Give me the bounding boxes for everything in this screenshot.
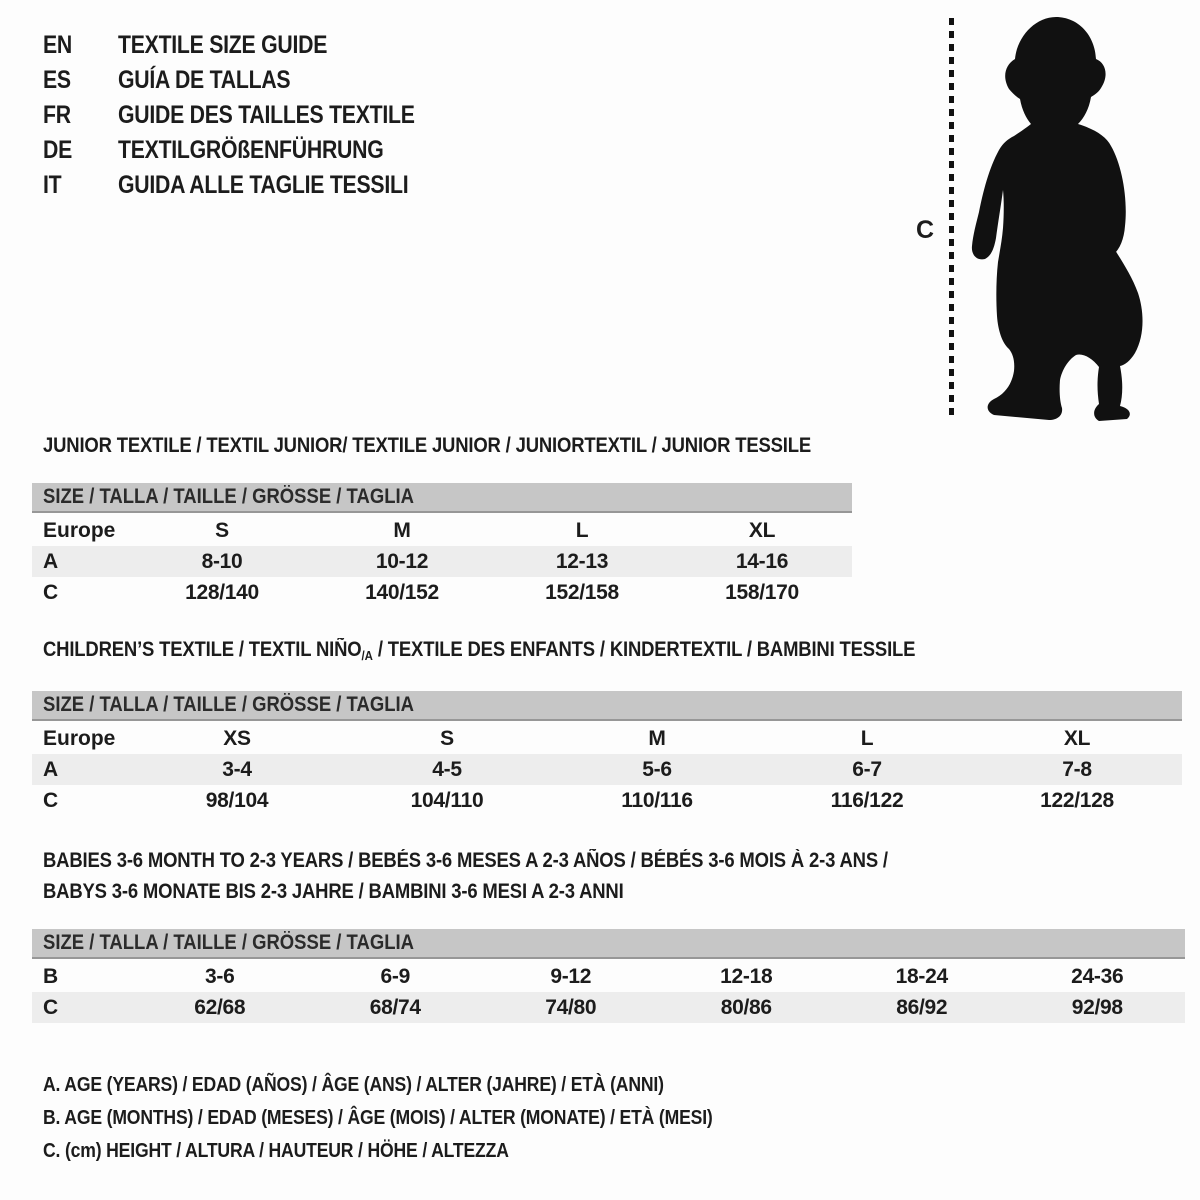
legend-height-cm: C. (cm) HEIGHT / ALTURA / HAUTEUR / HÖHE / ALTEZZA — [43, 1140, 509, 1162]
height-cell: 140/152 — [365, 580, 439, 604]
row-label: A — [43, 757, 59, 781]
table-row — [32, 785, 1182, 816]
size-cell: XL — [1063, 726, 1091, 750]
lang-code: FR — [43, 101, 71, 129]
size-cell: L — [575, 518, 589, 542]
lang-row-en — [43, 28, 467, 63]
height-cell: 104/110 — [410, 788, 484, 812]
age-cell: 6-7 — [852, 757, 882, 781]
lang-title: TEXTILE SIZE GUIDE — [118, 31, 328, 59]
height-cell: 128/140 — [185, 580, 259, 604]
height-cell: 116/122 — [830, 788, 904, 812]
age-cell: 14-16 — [735, 549, 789, 573]
children-size-table — [32, 691, 1182, 816]
age-months-cell: 18-24 — [895, 964, 948, 988]
height-cell: 68/74 — [369, 995, 421, 1019]
row-label: B — [43, 964, 59, 988]
children-section-title — [43, 638, 915, 662]
size-header-text: SIZE / TALLA / TAILLE / GRÖSSE / TAGLIA — [43, 931, 414, 954]
legend-block — [43, 1069, 804, 1168]
size-cell: L — [860, 726, 874, 750]
table-row — [32, 961, 1185, 992]
height-cell: 98/104 — [205, 788, 269, 812]
size-header-bar — [32, 691, 1182, 721]
row-label: Europe — [43, 518, 116, 542]
lang-title: GUIDA ALLE TAGLIE TESSILI — [118, 171, 409, 199]
table-row — [32, 754, 1182, 785]
age-cell: 3-4 — [222, 757, 252, 781]
size-cell: M — [648, 726, 666, 750]
height-measure-label: C — [916, 216, 935, 244]
size-header-bar — [32, 929, 1185, 959]
row-label: A — [43, 549, 59, 573]
age-cell: 7-8 — [1062, 757, 1092, 781]
age-months-cell: 6-9 — [380, 964, 410, 988]
age-cell: 10-12 — [375, 549, 429, 573]
age-cell: 5-6 — [642, 757, 672, 781]
children-title-subscript: /A — [361, 648, 373, 663]
lang-row-es — [43, 63, 467, 98]
lang-code: EN — [43, 31, 73, 59]
height-measure-dotted-line — [949, 18, 954, 416]
size-header-bar — [32, 483, 852, 513]
height-cell: 74/80 — [545, 995, 597, 1019]
lang-title: GUÍA DE TALLAS — [118, 66, 291, 94]
size-cell: M — [393, 518, 411, 542]
row-label: Europe — [43, 726, 116, 750]
lang-row-de — [43, 133, 467, 168]
lang-code: DE — [43, 136, 73, 164]
table-row — [32, 723, 1182, 754]
age-months-cell: 3-6 — [205, 964, 235, 988]
row-label: C — [43, 788, 59, 812]
height-cell: 92/98 — [1071, 995, 1123, 1019]
age-cell: 12-13 — [555, 549, 609, 573]
size-header-text: SIZE / TALLA / TAILLE / GRÖSSE / TAGLIA — [43, 485, 414, 508]
size-cell: XL — [748, 518, 776, 542]
height-cell: 80/86 — [720, 995, 772, 1019]
age-months-cell: 24-36 — [1071, 964, 1124, 988]
height-cell: 152/158 — [545, 580, 619, 604]
size-cell: XS — [223, 726, 251, 750]
toddler-silhouette-image — [958, 12, 1158, 422]
size-header-text: SIZE / TALLA / TAILLE / GRÖSSE / TAGLIA — [43, 693, 414, 716]
children-title-pre: CHILDREN’S TEXTILE / TEXTIL NIÑO — [43, 638, 362, 661]
babies-size-table — [32, 929, 1185, 1023]
table-row — [32, 515, 852, 546]
age-months-cell: 9-12 — [550, 964, 592, 988]
legend-age-months: B. AGE (MONTHS) / EDAD (MESES) / ÂGE (MOIS) / ALTER (MONATE) / ETÀ (MESI) — [43, 1107, 713, 1129]
table-row — [32, 577, 852, 608]
age-months-cell: 12-18 — [720, 964, 773, 988]
age-cell: 8-10 — [201, 549, 243, 573]
language-title-block — [43, 28, 467, 203]
lang-title: GUIDE DES TAILLES TEXTILE — [118, 101, 415, 129]
children-title-post: / TEXTILE DES ENFANTS / KINDERTEXTIL / BAMBINI TESSILE — [372, 638, 916, 661]
lang-row-fr — [43, 98, 467, 133]
junior-size-table — [32, 483, 852, 608]
row-label: C — [43, 580, 59, 604]
babies-title-line1: BABIES 3-6 MONTH TO 2-3 YEARS / BEBÉS 3-6 MESES A 2-3 AÑOS / BÉBÉS 3-6 MOIS À 2-3 ANS / — [43, 849, 888, 872]
height-cell: 158/170 — [725, 580, 799, 604]
size-cell: S — [440, 726, 454, 750]
height-cell: 62/68 — [194, 995, 246, 1019]
babies-section-title — [43, 845, 1003, 907]
height-cell: 110/116 — [621, 788, 693, 812]
legend-age-years: A. AGE (YEARS) / EDAD (AÑOS) / ÂGE (ANS) / ALTER (JAHRE) / ETÀ (ANNI) — [43, 1074, 664, 1096]
table-row — [32, 546, 852, 577]
junior-section-title: JUNIOR TEXTILE / TEXTIL JUNIOR/ TEXTILE JUNIOR / JUNIORTEXTIL / JUNIOR TESSILE — [43, 434, 812, 457]
height-cell: 122/128 — [1040, 788, 1114, 812]
lang-code: ES — [43, 66, 71, 94]
lang-row-it — [43, 168, 467, 203]
lang-title: TEXTILGRÖßENFÜHRUNG — [118, 136, 384, 164]
age-cell: 4-5 — [432, 757, 462, 781]
row-label: C — [43, 995, 59, 1019]
lang-code: IT — [43, 171, 62, 199]
size-cell: S — [215, 518, 229, 542]
babies-title-line2: BABYS 3-6 MONATE BIS 2-3 JAHRE / BAMBINI 3-6 MESI A 2-3 ANNI — [43, 880, 624, 903]
height-cell: 86/92 — [896, 995, 948, 1019]
table-row — [32, 992, 1185, 1023]
